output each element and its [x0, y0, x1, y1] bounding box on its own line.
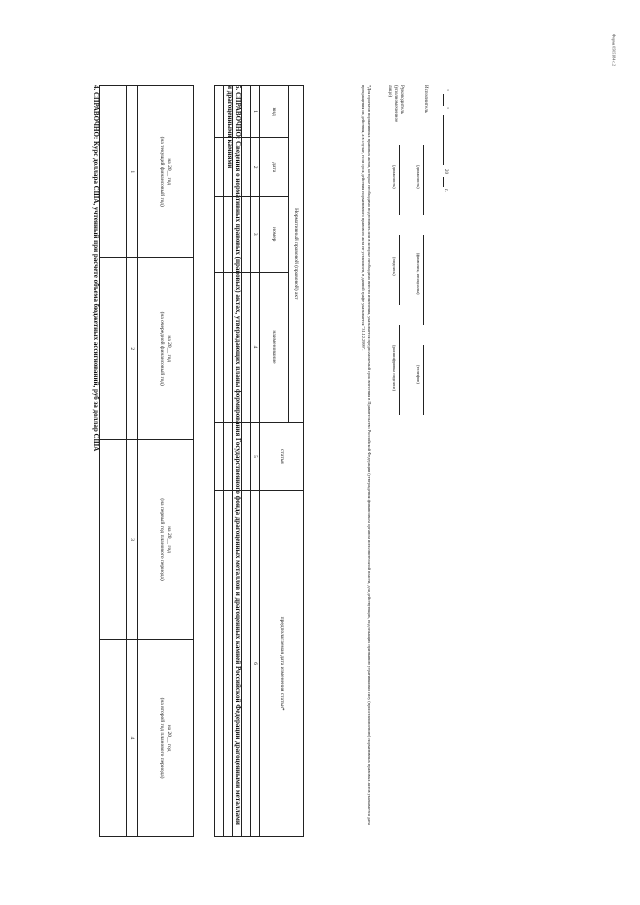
- value-cell[interactable]: [100, 640, 127, 837]
- head-label: Руководитель (уполномоченное лицо): [387, 85, 404, 123]
- section5-title: 5. СПРАВОЧНО: Сведения о нормативных правовых (правовых) актах, утверждающих планы формирования Государственного фонда драгоценных металлов и драгоценных камней Российской Федерации драгоценными металлами и драгоценными камнями: [225, 85, 242, 825]
- table-cell[interactable]: [215, 491, 224, 837]
- decryption-caption: (расшифровка подписи): [392, 345, 397, 391]
- table-cell[interactable]: [215, 422, 224, 491]
- col-header: на 20__ год (на второй год планового периода): [138, 640, 194, 837]
- table-cell[interactable]: [233, 491, 242, 837]
- head-decryption-line[interactable]: [399, 325, 400, 415]
- col-header: вид: [260, 86, 289, 138]
- col-number: 3: [127, 440, 138, 640]
- executor-label: Исполнитель: [423, 85, 428, 113]
- col-number: 1: [127, 86, 138, 258]
- exchange-rate-table: [99, 85, 194, 837]
- table-cell[interactable]: [224, 138, 233, 197]
- table-cell[interactable]: [224, 272, 233, 422]
- col-number: 1: [251, 86, 260, 138]
- group-header: Нормативный правовой (правовой) акт: [289, 86, 304, 423]
- head-position-line[interactable]: [399, 145, 400, 215]
- fio-caption: (фамилия, инициалы): [416, 253, 421, 295]
- table-cell[interactable]: [215, 197, 224, 272]
- table-cell[interactable]: [242, 272, 251, 422]
- table-cell[interactable]: [224, 197, 233, 272]
- position-caption: (должность): [392, 165, 397, 189]
- col-number: 2: [127, 258, 138, 440]
- col-number: 6: [251, 491, 260, 837]
- col-header: наименование: [260, 272, 289, 422]
- table-cell[interactable]: [224, 422, 233, 491]
- col-number: 4: [127, 640, 138, 837]
- col-number: 4: [251, 272, 260, 422]
- date-year: 20: [443, 169, 448, 174]
- col-number: 3: [251, 197, 260, 272]
- col-header: статья: [260, 422, 304, 491]
- executor-phone-line[interactable]: [423, 345, 424, 415]
- form-code: Форма 0505184 с.2: [611, 33, 617, 67]
- col-header: предполагаемая дата изменения статьи*: [260, 491, 304, 837]
- date-year-suffix: г.: [443, 189, 448, 192]
- footnote: *Для проектов нормативных правовых актов, которые необходимо подготовить или в которые необходимо внести изменения, указывается предполагаемый срок внесения в Правительство Российской Федерации (утверждения финансовым органом исполнительной власти, для действующих, подлежащих признанию утратившими силу (приостановлению) нормативных правовых актов указывается дата прекращения их действия, а в случае, если срок действия нормативного правового акта не установлен, в данной графе указывается "31.12.2999".: [361, 85, 372, 825]
- table-cell[interactable]: [215, 86, 224, 138]
- table-cell[interactable]: [224, 86, 233, 138]
- col-header: на 20__ год (на текущий финансовый год): [138, 86, 194, 258]
- table-cell[interactable]: [215, 272, 224, 422]
- date-day-line[interactable]: [443, 94, 444, 106]
- table-cell[interactable]: [233, 197, 242, 272]
- table-cell[interactable]: [233, 86, 242, 138]
- col-header: на 20__ год (на первый год планового периода): [138, 440, 194, 640]
- table-cell[interactable]: [215, 138, 224, 197]
- executor-position-line[interactable]: [423, 145, 424, 215]
- date-quote-close: ": [443, 107, 448, 110]
- col-header: номер: [260, 197, 289, 272]
- table-cell[interactable]: [242, 86, 251, 138]
- table-cell[interactable]: [233, 138, 242, 197]
- col-number: 2: [251, 138, 260, 197]
- col-header: дата: [260, 138, 289, 197]
- table-cell[interactable]: [242, 138, 251, 197]
- position2-caption: (должность): [416, 165, 421, 189]
- head-signature-line[interactable]: [399, 235, 400, 305]
- table-cell[interactable]: [242, 491, 251, 837]
- table-cell[interactable]: [224, 491, 233, 837]
- date-year-line[interactable]: [443, 177, 444, 187]
- date-quote-open: ": [443, 89, 448, 92]
- value-cell[interactable]: [100, 86, 127, 258]
- table-cell[interactable]: [242, 197, 251, 272]
- table-cell[interactable]: [233, 272, 242, 422]
- value-cell[interactable]: [100, 258, 127, 440]
- col-number: 5: [251, 422, 260, 491]
- executor-fio-line[interactable]: [423, 235, 424, 325]
- date-month-line[interactable]: [443, 115, 444, 165]
- signature-caption: (подпись): [392, 257, 397, 276]
- table-cell[interactable]: [242, 422, 251, 491]
- section4-title: 4. СПРАВОЧНО: Курс доллара США, учтенный при расчете объема бюджетных ассигнований, руб за доллар США: [92, 85, 100, 452]
- phone-caption: (телефон): [416, 365, 421, 384]
- rotated-page: [60, 85, 540, 845]
- legal-acts-table: [214, 85, 304, 837]
- value-cell[interactable]: [100, 440, 127, 640]
- col-header: на 20__ год (на очередной финансовый год): [138, 258, 194, 440]
- table-cell[interactable]: [233, 422, 242, 491]
